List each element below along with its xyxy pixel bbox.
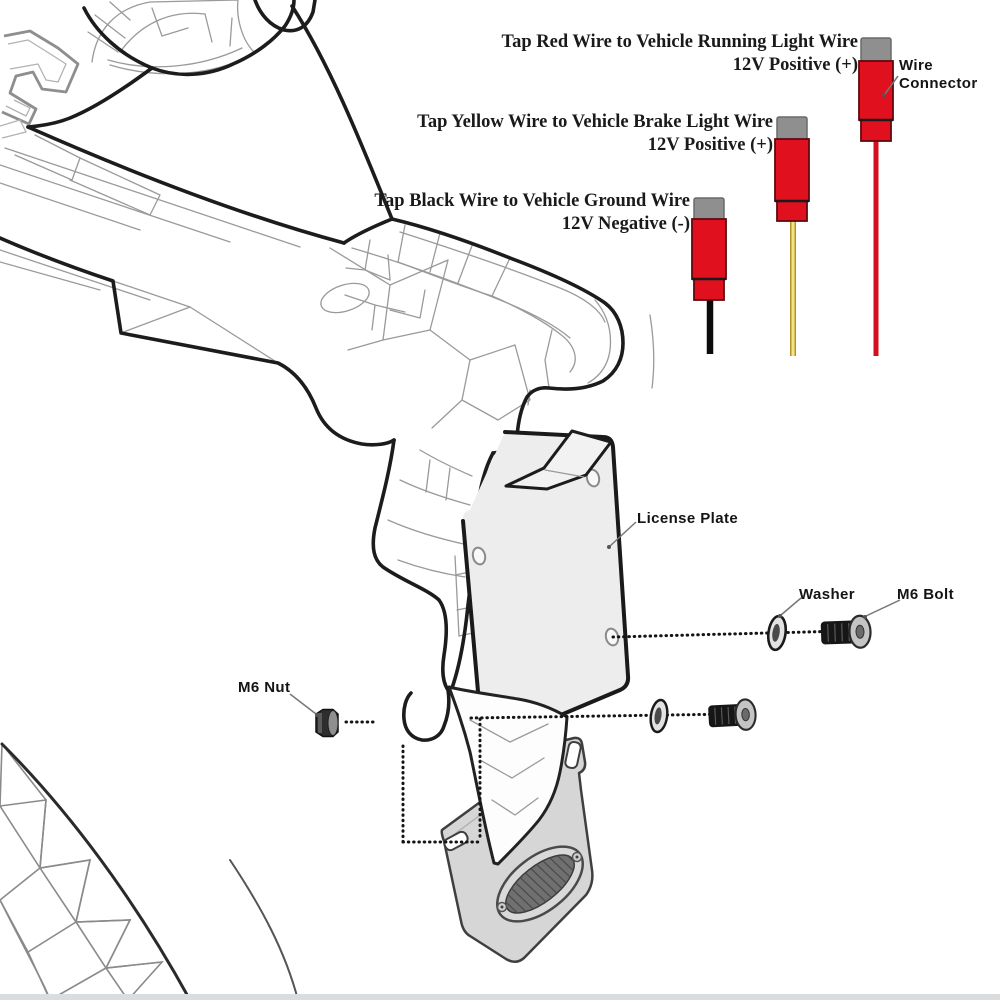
- wiring-instruction-red: Tap Red Wire to Vehicle Running Light Wire: [501, 32, 858, 52]
- wire-connector-black: [692, 198, 726, 354]
- wire-connector-label: Wire Connector: [899, 57, 978, 92]
- wiring-polarity-black: 12V Negative (-): [561, 214, 690, 234]
- wiring-polarity-red: 12V Positive (+): [732, 55, 858, 75]
- wire-connector-yellow: [775, 117, 809, 356]
- wiring-instruction-black: Tap Black Wire to Vehicle Ground Wire: [374, 191, 690, 211]
- m6-bolt-bottom: [708, 699, 757, 732]
- wiring-label-yellow: [417, 111, 773, 157]
- m6-nut: [316, 710, 338, 737]
- washer-top: [766, 615, 788, 651]
- washer-bottom: [649, 699, 669, 733]
- wiring-label-red: [501, 31, 858, 77]
- washer-label: Washer: [799, 586, 856, 603]
- wiring-label-black: [374, 190, 690, 236]
- wiring-polarity-yellow: 12V Positive (+): [647, 135, 773, 155]
- wiring-instruction-yellow: Tap Yellow Wire to Vehicle Brake Light Wire: [417, 112, 773, 132]
- m6-bolt-label: M6 Bolt: [897, 586, 954, 603]
- wire-connector-red: [859, 38, 893, 356]
- m6-nut-label: M6 Nut: [238, 679, 291, 696]
- m6-bolt-top: [820, 615, 871, 649]
- license-plate-label: License Plate: [637, 510, 739, 527]
- frame-emblem: [0, 31, 78, 138]
- image-bottom-strip: [0, 994, 1000, 1000]
